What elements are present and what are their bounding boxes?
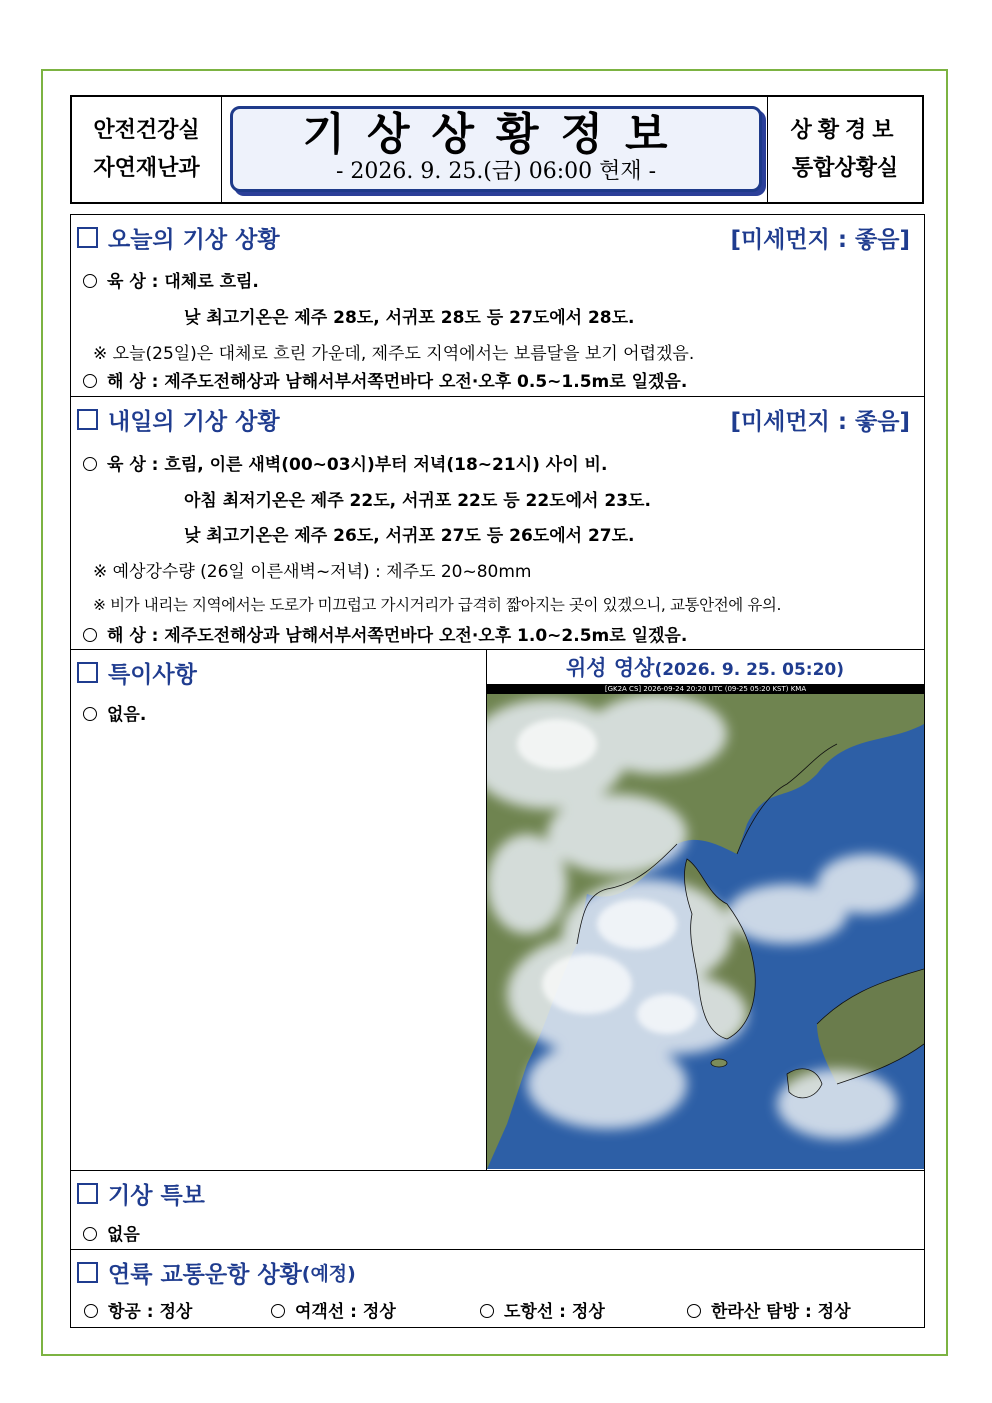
traffic-item-island-boat-label: 도항선 : 정상	[504, 1302, 605, 1322]
warning-section	[70, 1170, 925, 1250]
satellite-title-date: (2026. 9. 25. 05:20)	[654, 660, 845, 680]
today-land-text1: 대체로 흐림.	[164, 272, 259, 292]
tomorrow-land-label: 육 상 :	[107, 455, 159, 475]
circle-bullet-icon	[83, 707, 97, 721]
traffic-item-island-boat	[480, 1297, 605, 1322]
warning-text: 없음	[107, 1225, 140, 1245]
traffic-heading-label: 연륙 교통운항 상황	[108, 1262, 302, 1288]
special-heading-label: 특이사항	[108, 662, 197, 688]
checkbox-icon	[77, 662, 98, 683]
traffic-item-air	[84, 1297, 192, 1322]
tomorrow-land-line2: 아침 최저기온은 제주 22도, 서귀포 22도 등 22도에서 23도.	[184, 491, 651, 511]
title-box	[230, 106, 762, 192]
today-sea-line	[83, 367, 687, 392]
traffic-heading-suffix: (예정)	[301, 1263, 356, 1285]
warning-heading-label: 기상 특보	[108, 1183, 205, 1209]
traffic-item-ferry	[271, 1297, 396, 1322]
today-land-label: 육 상 :	[107, 272, 159, 292]
tomorrow-sea-text: 제주도전해상과 남해서부서쪽먼바다 오전·오후 1.0~2.5m로 일겠음.	[164, 626, 688, 646]
report-datetime: - 2026. 9. 25.(금) 06:00 현재 -	[335, 159, 657, 184]
tomorrow-sea-label: 해 상 :	[107, 626, 159, 646]
traffic-item-air-label: 항공 : 정상	[108, 1302, 193, 1322]
circle-bullet-icon	[83, 457, 97, 471]
today-heading	[77, 221, 280, 254]
special-heading	[77, 656, 197, 689]
today-sea-label: 해 상 :	[107, 372, 159, 392]
report-title: 기상상황정보	[302, 109, 690, 160]
tomorrow-land-line3: 낮 최고기온은 제주 26도, 서귀포 27도 등 26도에서 27도.	[184, 526, 635, 546]
traffic-heading	[77, 1256, 356, 1289]
satellite-title	[486, 652, 924, 682]
office-line1: 상황경보	[790, 117, 900, 143]
tomorrow-sea-line	[83, 621, 687, 646]
department-line1: 안전건강실	[93, 117, 200, 143]
today-section	[70, 214, 925, 397]
traffic-item-ferry-label: 여객선 : 정상	[295, 1302, 396, 1322]
satellite-image	[487, 684, 924, 1169]
circle-bullet-icon	[83, 374, 97, 388]
circle-bullet-icon	[687, 1304, 701, 1318]
checkbox-icon	[77, 1262, 98, 1283]
tomorrow-note2: ※ 비가 내리는 지역에서는 도로가 미끄럽고 가시거리가 급격히 짧아지는 곳이 있겠으니, 교통안전에 유의.	[93, 596, 782, 614]
today-note: ※ 오늘(25일)은 대체로 흐린 가운데, 제주도 지역에서는 보름달을 보기 어렵겠음.	[93, 344, 695, 364]
circle-bullet-icon	[84, 1304, 98, 1318]
department-block	[72, 97, 222, 202]
satellite-caption: [GK2A CS] 2026-09-24 20:20 UTC (09-25 05:20 KST) KMA	[487, 684, 924, 694]
traffic-item-hallasan	[687, 1297, 851, 1322]
special-text: 없음.	[107, 705, 147, 725]
department-line2: 자연재난과	[93, 155, 200, 181]
office-block	[767, 97, 922, 202]
tomorrow-heading	[77, 403, 280, 436]
satellite-title-label: 위성 영상	[565, 656, 655, 680]
warning-text-line	[83, 1220, 140, 1245]
special-text-line	[83, 700, 146, 725]
special-section	[70, 649, 487, 1171]
tomorrow-land-text1: 흐림, 이른 새벽(00~03시)부터 저녁(18~21시) 사이 비.	[164, 455, 608, 475]
today-land-line1	[83, 267, 259, 292]
satellite-map-graphic	[487, 684, 924, 1169]
circle-bullet-icon	[83, 274, 97, 288]
circle-bullet-icon	[83, 1227, 97, 1241]
today-heading-label: 오늘의 기상 상황	[108, 227, 280, 253]
circle-bullet-icon	[480, 1304, 494, 1318]
tomorrow-heading-label: 내일의 기상 상황	[108, 409, 280, 435]
tomorrow-section	[70, 396, 925, 650]
checkbox-icon	[77, 227, 98, 248]
today-sea-text: 제주도전해상과 남해서부서쪽먼바다 오전·오후 0.5~1.5m로 일겠음.	[164, 372, 688, 392]
traffic-item-hallasan-label: 한라산 탐방 : 정상	[711, 1302, 851, 1322]
tomorrow-land-line1	[83, 450, 607, 475]
report-header	[70, 95, 924, 204]
checkbox-icon	[77, 409, 98, 430]
checkbox-icon	[77, 1183, 98, 1204]
warning-heading	[77, 1177, 205, 1210]
circle-bullet-icon	[83, 628, 97, 642]
office-line2: 통합상황실	[791, 155, 899, 181]
tomorrow-dust-status: [미세먼지 : 좋음]	[730, 409, 910, 435]
circle-bullet-icon	[271, 1304, 285, 1318]
today-land-line2: 낮 최고기온은 제주 28도, 서귀포 28도 등 27도에서 28도.	[184, 308, 635, 328]
tomorrow-note1: ※ 예상강수량 (26일 이른새벽~저녁) : 제주도 20~80mm	[93, 562, 532, 582]
today-dust-status: [미세먼지 : 좋음]	[730, 227, 910, 253]
